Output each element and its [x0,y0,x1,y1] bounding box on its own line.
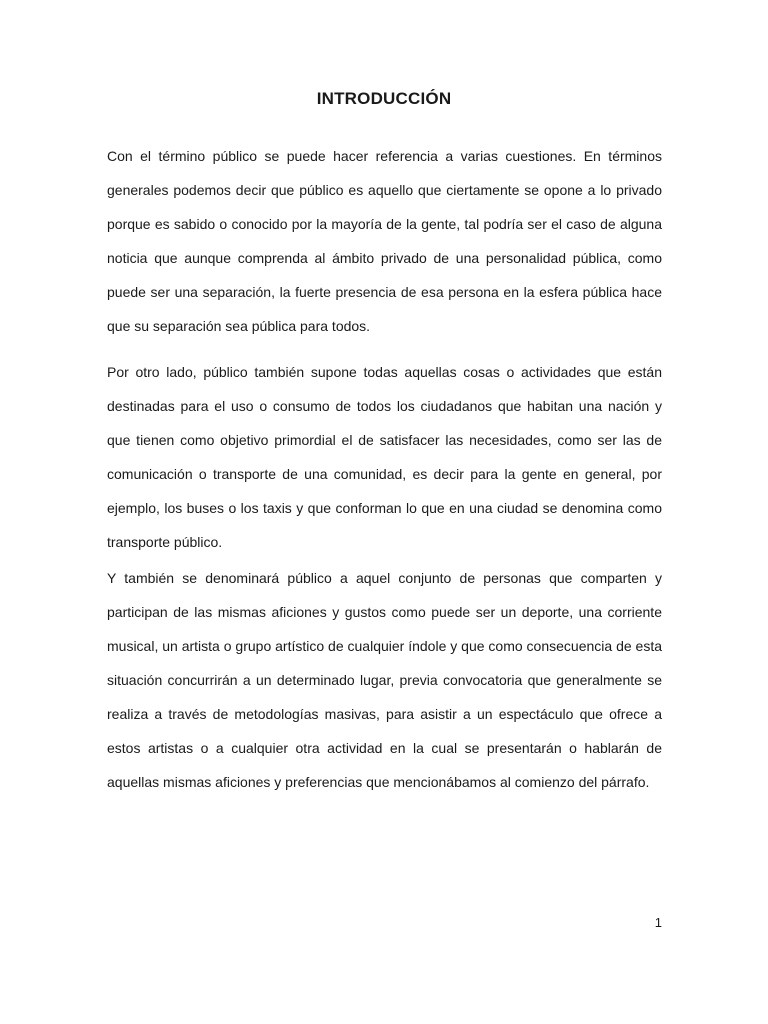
page-number: 1 [654,915,662,930]
paragraph-2: Por otro lado, público también supone todas aquellas cosas o actividades que están destinadas para el uso o consumo de todos los ciudadanos que habitan una nación y que tienen como objetivo primordial el de satisfacer las necesidades, como ser las de comunicación o transporte de una comunidad, es decir para la gente en general, por ejemplo, los buses o los taxis y que conforman lo que en una ciudad se denomina como transporte público. [107,364,662,550]
paragraph-3: Y también se denominará público a aquel conjunto de personas que comparten y participan de las mismas aficiones y gustos como puede ser un deporte, una corriente musical, un artista o grupo artístico de cualquier índole y que como consecuencia de esta situación concurrirán a un determinado lugar, previa convocatoria que generalmente se realiza a través de metodologías masivas, para asistir a un espectáculo que ofrece a estos artistas o a cualquier otra actividad en la cual se presentarán o hablarán de aquellas mismas aficiones y preferencias que mencionábamos al comienzo del párrafo. [107,570,662,790]
page-title: INTRODUCCIÓN [316,89,452,108]
paragraph-1: Con el término público se puede hacer referencia a varias cuestiones. En términos generales podemos decir que público es aquello que ciertamente se opone a lo privado porque es sabido o conocido por la mayoría de la gente, tal podría ser el caso de alguna noticia que aunque comprenda al ámbito privado de una personalidad pública, como puede ser una separación, la fuerte presencia de esa persona en la esfera pública hace que su separación sea pública para todos. [107,148,662,334]
